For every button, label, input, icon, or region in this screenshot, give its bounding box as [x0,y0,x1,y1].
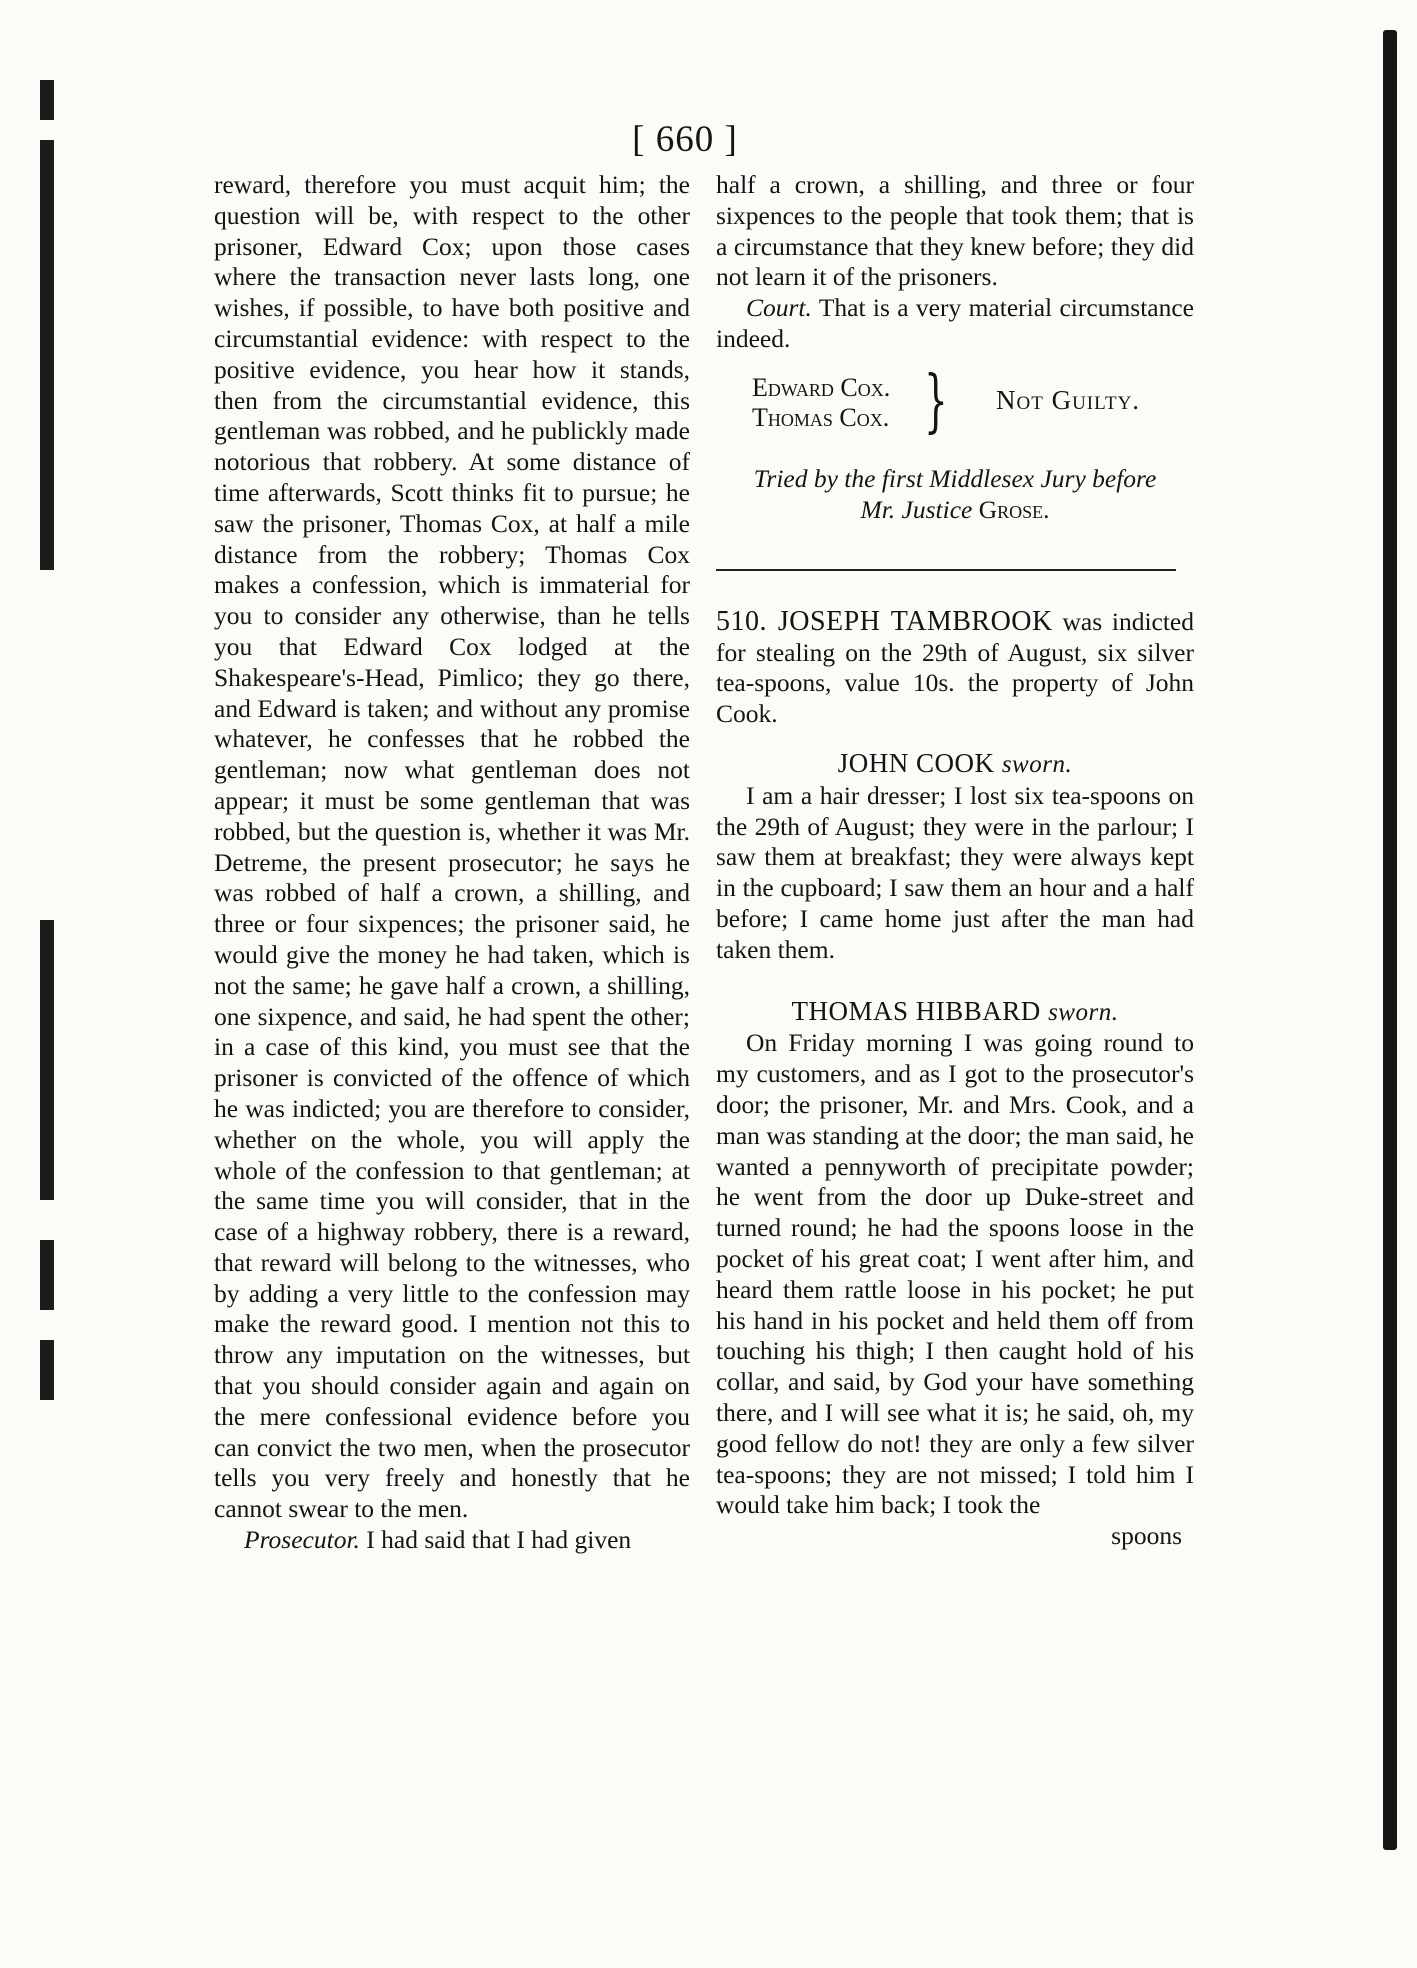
witness-name: JOHN COOK [837,747,995,778]
defendant-name-2: Thomas Cox. [752,402,890,432]
witness-testimony-john-cook: I am a hair dresser; I lost six tea-spoons on the 29th of August; they were in the parlour; I saw them at breakfast; they were always kept in the cupboard; I saw them an hour and a half before; I came home just after the man had taken them. [716,780,1194,964]
court-text: That is a very material circumstance indeed. [716,293,1194,353]
section-divider [716,569,1176,571]
tried-line-1: Tried by the first Middlesex Jury before [753,463,1157,493]
tried-justice-label: Mr. Justice [860,494,973,524]
court-statement [716,293,1194,355]
right-column [716,170,1194,1552]
defendant-name-1: Edward Cox. [752,372,891,402]
prosecutor-text: I had said that I had given [366,1525,632,1555]
sworn-label: sworn. [1001,750,1073,778]
judge-name: Grose. [978,494,1050,524]
continuation-paragraph: half a crown, a shilling, and three or four sixpences to the people that took them; that is a circumstance that they knew before; they did not learn it of the prisoners. [716,170,1194,292]
tried-line-2 [716,494,1194,525]
speaker-label-prosecutor: Prosecutor. [244,1525,360,1555]
scan-binding-edge-left [40,80,56,1840]
judge-summation-paragraph: reward, therefore you must acquit him; the question will be, with respect to the other prisoner, Edward Cox; upon those cases where the transaction never lasts long, one wishes, if possible, to have both positive and circumstantial evidence: with respect to the positive evidence, you hear how it stands, then from the circumstantial evidence, this gentleman was robbed, and he publickly made notorious that robbery. At some distance of time afterwards, Scott thinks fit to pursue; he saw the prisoner, Thomas Cox, at half a mile distance from the robbery; Thomas Cox makes a confession, which is immaterial for you to consider any otherwise, than he tells you that Edward Cox lodged at the Shakespeare's-Head, Pimlico; they go there, and Edward is taken; and without any promise whatever, he confesses that he robbed the gentleman; now what gentleman does not appear; it must be some gentleman that was robbed, but the question is, whether it was Mr. Detreme, the present prosecutor; he says he was robbed of half a crown, a shilling, and three or four sixpences; the prisoner said, he would give the money he had taken, which is not the same; he gave half a crown, a shilling, one sixpence, and said, he had spent the other; in a case of this kind, you must see that the prisoner is convicted of the offence of which he was indicted; you are therefore to consider, whether on the whole, you will apply the whole of the confession to that gentleman; at the same time you will consider, that in the case of a highway robbery, there is a reward, that reward will belong to the witnesses, who by adding a very little to the confession may make the reward good. I mention not this to throw any imputation on the witnesses, but that you should consider again and again on the mere confessional evidence before you can convict the two men, when the prosecutor tells you very freely and honestly that he cannot swear to the men. [214,170,690,1524]
case-indictment-text: was indicted for stealing on the 29th of August, six silver tea-spoons, value 10s. the property of John Cook. [716,606,1194,729]
witness-heading-thomas-hibbard [716,996,1194,1029]
page-number: [ 660 ] [632,119,738,160]
case-heading [716,607,1194,730]
witness-name: THOMAS HIBBARD [791,995,1041,1026]
defendant-names [752,373,890,433]
speaker-label-court: Court. [746,293,812,323]
witness-testimony-thomas-hibbard: On Friday morning I was going round to my customers, and as I got to the prosecutor's door; the prisoner, Mr. and Mrs. Cook, and a man was standing at the door; the man said, he wanted a pennyworth of precipitate powder; he went from the door up Duke-street and turned round; he had the spoons loose in the pocket of his great coat; I went after him, and heard them rattle loose in his pocket; he put his hand in his pocket and held them off from touching his thigh; I then caught hold of his collar, and said, by God your have something there, and I will see what it is; he said, oh, my good fellow do not! they are only a few silver tea-spoons; they are not missed; I told him I would take him back; I took the [716,1028,1194,1520]
prosecutor-statement [214,1525,690,1556]
tried-by-note [716,463,1194,525]
verdict-result: Not Guilty. [996,384,1141,415]
witness-heading-john-cook [716,748,1194,781]
scan-edge-right [1383,30,1397,1850]
case-number-defendant: 510. JOSEPH TAMBROOK [716,605,1053,637]
verdict-block [716,361,1194,443]
left-column [214,170,690,1556]
brace-glyph: } [924,361,948,441]
catchword: spoons [1111,1521,1182,1551]
sworn-label: sworn. [1048,998,1119,1026]
